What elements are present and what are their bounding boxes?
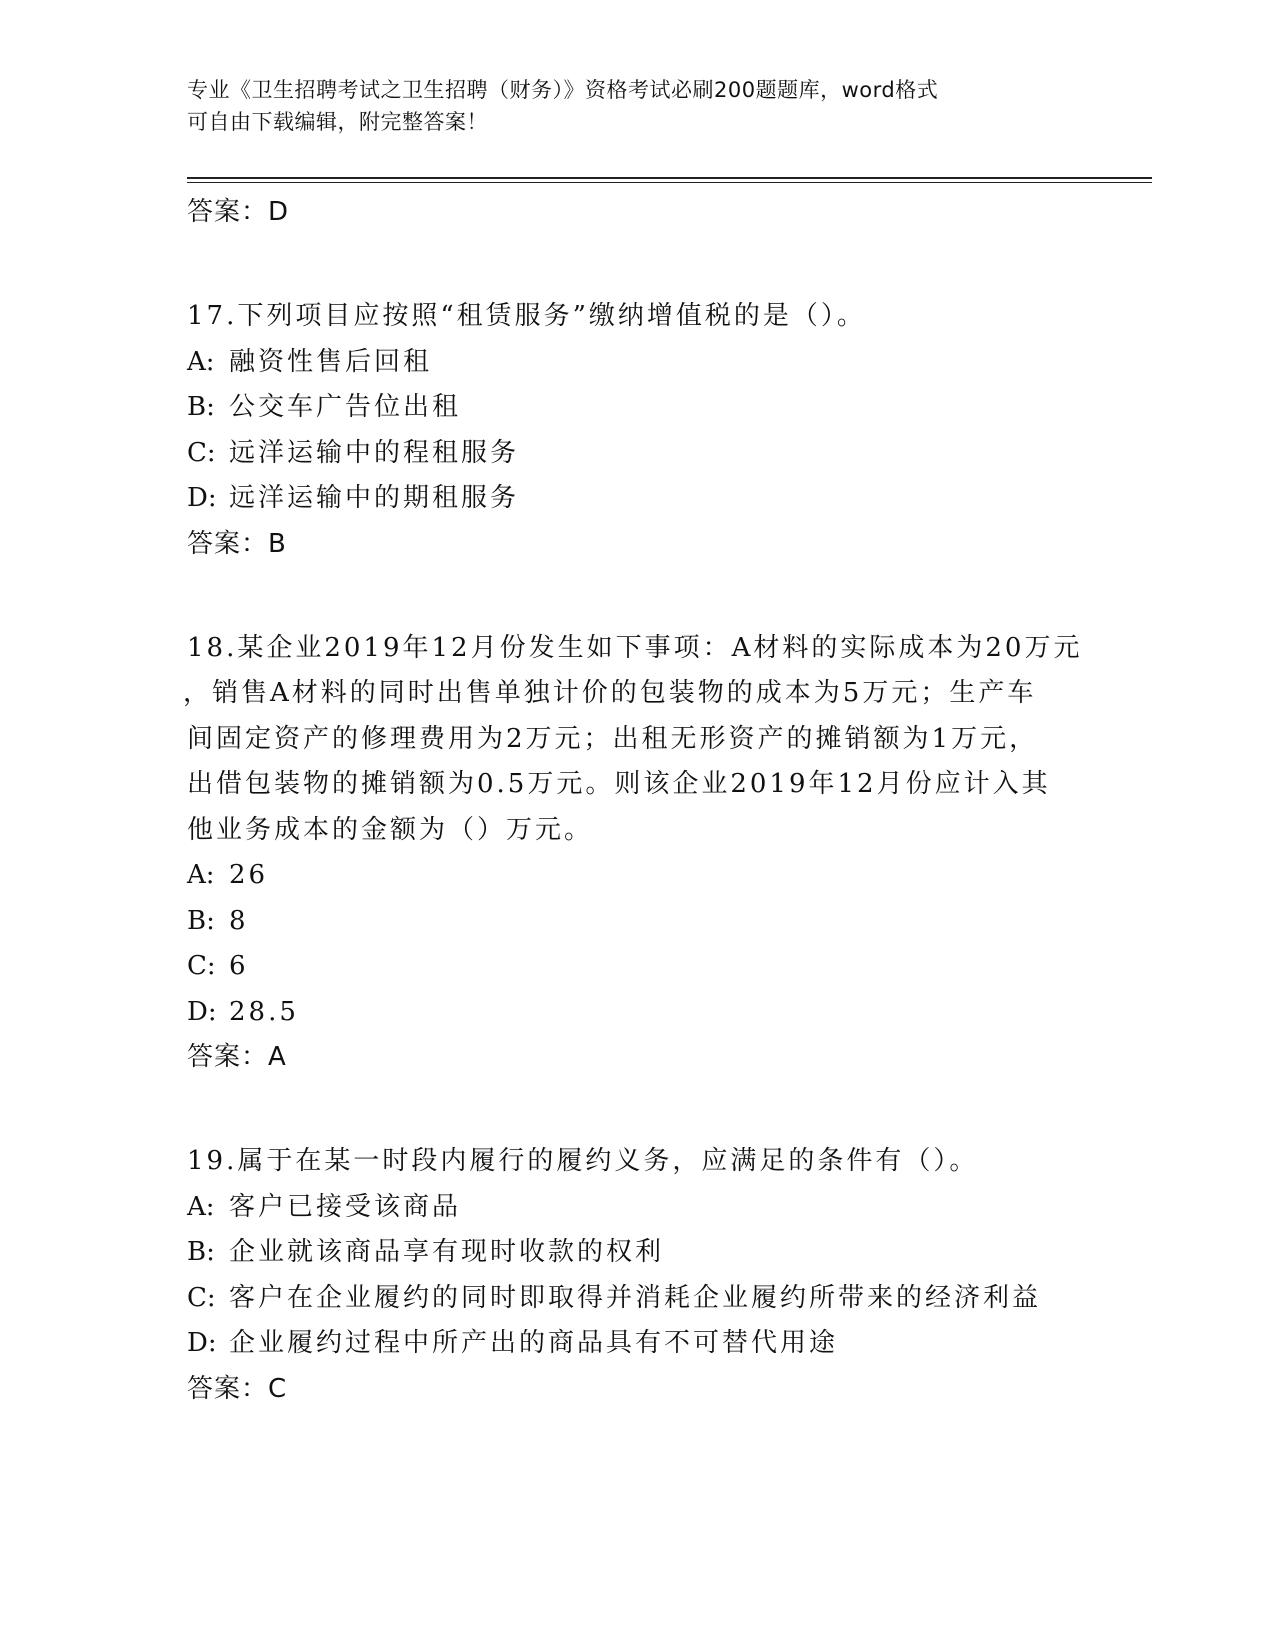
option-d [187, 1321, 1087, 1367]
option-text: 公交车广告位出租 [229, 392, 462, 422]
option-text: 融资性售后回租 [229, 346, 433, 377]
option-label: A: [187, 346, 215, 377]
option-text: 企业就该商品享有现时收款的权利 [229, 1237, 665, 1267]
spacer [187, 234, 1087, 294]
answer-18: 答案：A [187, 1042, 287, 1072]
option-label: B: [187, 905, 215, 936]
option-text: 企业履约过程中所产出的商品具有不可替代用途 [229, 1328, 839, 1358]
option-text: 6 [229, 951, 249, 981]
header-line-1: 专业《卫生招聘考试之卫生招聘（财务）》资格考试必刷200题题库，word格式 [187, 78, 939, 102]
question-text: 18.某企业2019年12月份发生如下事项：A材料的实际成本为20万元 [187, 632, 1083, 663]
question-19 [187, 1139, 1087, 1411]
previous-answer: 答案：D [187, 197, 290, 227]
option-a [187, 1185, 1087, 1231]
spacer [187, 566, 1087, 626]
question-text: 出借包装物的摊销额为0.5万元。则该企业2019年12月份应计入其 [187, 769, 1051, 799]
option-label: C: [187, 1282, 216, 1313]
option-c [187, 431, 1087, 477]
option-text: 远洋运输中的期租服务 [229, 483, 520, 513]
question-text: 他业务成本的金额为（）万元。 [187, 814, 594, 845]
option-b [187, 1230, 1087, 1276]
option-c [187, 944, 1087, 990]
question-17 [187, 294, 1087, 566]
question-18 [183, 626, 1087, 1080]
option-label: A: [187, 1191, 215, 1222]
option-label: B: [187, 1237, 215, 1267]
option-text: 28.5 [229, 996, 299, 1027]
header-rule-thin [187, 182, 1152, 183]
option-label: C: [187, 437, 216, 468]
option-text: 远洋运输中的程租服务 [229, 437, 520, 468]
option-a [187, 853, 1087, 899]
option-text: 26 [229, 860, 269, 890]
option-label: D: [187, 483, 217, 513]
header-line-2: 可自由下载编辑，附完整答案！ [187, 110, 488, 134]
option-text: 客户在企业履约的同时即取得并消耗企业履约所带来的经济利益 [229, 1282, 1042, 1313]
option-label: B: [187, 392, 215, 422]
option-d [187, 990, 1087, 1036]
question-text: ，销售A材料的同时出售单独计价的包装物的成本为5万元；生产车 [183, 678, 1037, 708]
question-list [183, 190, 1087, 1411]
option-label: D: [187, 1328, 217, 1358]
option-text: 客户已接受该商品 [229, 1191, 462, 1222]
spacer [187, 1079, 1087, 1139]
option-label: C: [187, 951, 216, 981]
page-header [187, 74, 1087, 138]
option-b [187, 899, 1087, 945]
question-text: 间固定资产的修理费用为2万元；出租无形资产的摊销额为1万元， [187, 723, 1039, 754]
option-label: D: [187, 996, 217, 1027]
option-a [187, 340, 1087, 386]
question-text: 17.下列项目应按照“租赁服务”缴纳增值税的是（）。 [187, 301, 866, 331]
option-b [187, 385, 1087, 431]
option-d [187, 476, 1087, 522]
option-c [187, 1276, 1087, 1322]
header-rule-thick [187, 177, 1152, 179]
answer-19: 答案：C [187, 1373, 288, 1404]
option-label: A: [187, 860, 215, 890]
option-text: 8 [229, 905, 249, 936]
question-text: 19.属于在某一时段内履行的履约义务，应满足的条件有（）。 [187, 1146, 979, 1176]
answer-17: 答案：B [187, 528, 287, 559]
